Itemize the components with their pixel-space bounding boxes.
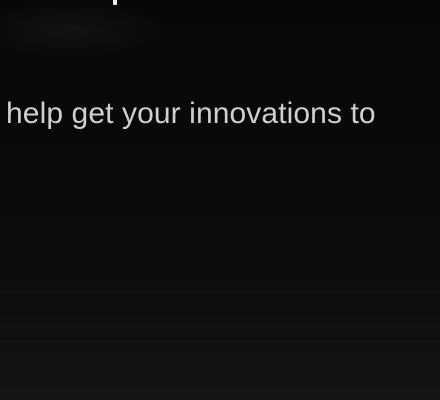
background-texture [0,292,440,293]
hero-body-text: help get your innovations to [6,97,376,130]
background-texture [0,341,440,342]
background-texture [0,318,440,319]
headline-glyph-fragment [113,0,117,5]
headline-cropped [0,0,440,10]
background-texture [0,366,440,367]
